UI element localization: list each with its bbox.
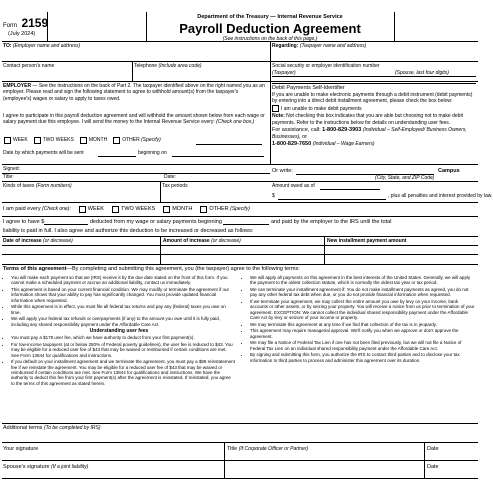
taxpayer-ssn-field[interactable] (272, 70, 296, 76)
spouse-signature-field[interactable] (3, 464, 88, 471)
divider (2, 61, 478, 62)
periods-label: Tax periods (162, 183, 188, 189)
phone-2-hint: (Individual – Wage Earners) (312, 140, 375, 147)
terms-heading-text: —By completing and submitting this agreement, you (the taxpayer) agree to the following terms: (66, 266, 300, 272)
divider (272, 83, 476, 84)
freq-other-hint: (Specify) (141, 137, 161, 144)
date-2-field[interactable] (427, 464, 439, 471)
divider (2, 216, 478, 217)
date-sent-label: Date by which payments will be sent (3, 150, 84, 156)
paid-week-label: WEEK (87, 206, 104, 213)
note-lead: Note: (272, 113, 285, 120)
or-write-label: Or write: (272, 168, 293, 174)
amount-owed-line[interactable] (278, 199, 386, 200)
freq-other-label: OTHER (122, 137, 140, 144)
regarding-hint: (Taxpayer name and address) (299, 43, 367, 49)
terms-left-column (3, 275, 235, 387)
telephone-field[interactable] (134, 63, 202, 69)
phone-2[interactable]: 1-800-829-7650 (272, 140, 312, 147)
employer-frequency (4, 137, 161, 144)
debit-section (272, 83, 476, 148)
form-number: 2159 (21, 16, 49, 30)
spouse-label: Spouse's signature (3, 464, 50, 470)
date-increase-header (3, 238, 159, 244)
penalties-text: , plus all penalties and interest provided by law. (388, 193, 493, 199)
form-word: Form (3, 23, 17, 29)
list-item: • By signing and submitting this form, you authorize the IRS to contact third parties and to disclose your tax information to third parties to process and administer this agreement over its duration. (250, 352, 476, 363)
divider (2, 478, 478, 479)
header-center (150, 14, 390, 42)
employer-lead: EMPLOYER (3, 83, 32, 89)
divider (2, 81, 478, 82)
page-title: Payroll Deduction Agreement (179, 20, 361, 36)
beginning-on-label: beginning on (138, 150, 167, 156)
regarding-field[interactable] (272, 43, 366, 49)
list-item: • We will apply your federal tax refunds or overpayments (if any) to the amount you owe until it is fully paid, including any shared responsibility payment under the Affordable Care Act. (11, 316, 235, 327)
additional-terms-field[interactable] (3, 425, 100, 432)
debit-note (272, 113, 476, 126)
date-sent-line[interactable] (98, 156, 136, 157)
spouse-ssn-field[interactable] (395, 70, 449, 76)
paid-hint: (Check one): (42, 206, 71, 213)
date-1-field[interactable] (427, 446, 439, 453)
divider (160, 181, 161, 202)
freq-week-checkbox[interactable] (4, 137, 11, 144)
additional-terms-label: Additional terms (3, 425, 43, 431)
divider (2, 236, 478, 237)
agree-text-3: and paid by the employer to the IRS until the total (270, 219, 392, 225)
telephone-label: Telephone (134, 63, 158, 69)
other-specify-line[interactable] (196, 144, 262, 145)
instructions-ref: (See instructions on the back of this page.) (222, 35, 318, 42)
debit-text: If you are unable to make electronic payments through a debit instrument (debit payments) by entering into a direct debit installment agreement, please check the box below: (272, 91, 473, 105)
divider (324, 236, 325, 264)
header-amount-hint: (or decrease) (211, 238, 241, 244)
list-item: • While this agreement is in effect, you must file all federal tax returns and pay any (federal) taxes you owe on time. (11, 304, 235, 315)
amount-owed-date-line[interactable] (320, 189, 380, 190)
divider (2, 41, 478, 42)
regarding-label: Regarding: (272, 43, 299, 49)
beginning-on-line[interactable] (172, 156, 264, 157)
paid-month-label: MONTH (172, 206, 193, 213)
kinds-hint: (Form numbers) (35, 183, 72, 189)
assistance-line (272, 127, 476, 148)
kinds-label: Kinds of taxes (3, 183, 35, 189)
taxpayer-hint: (Taxpayer) (272, 70, 296, 76)
form-id (3, 14, 63, 32)
list-item: • This agreement is based on your current financial condition. We may modify or terminate the agreement if our information shows that your ability to pay has significantly changed. You must provide updated financial information when requested. (11, 287, 235, 303)
deduction-start-line[interactable] (223, 219, 269, 225)
amount-increase-header (163, 238, 241, 244)
date-1-label: Date (427, 446, 439, 452)
paid-other-checkbox[interactable] (200, 206, 207, 213)
sig-title-label: Title (227, 446, 238, 452)
divider (394, 12, 395, 41)
list-item: • For low-income taxpayers (at or below 250% of Federal poverty guidelines), the user fee is reduced to $43. You may be eligible for a reduced user fee of $43 that may be waived or reimbursed if certain conditions are met. See Form 13844 for qualifications and instructions. (11, 342, 235, 358)
divider (2, 423, 478, 424)
employer-agreement (3, 113, 267, 126)
header-date-label: Date of increase (3, 238, 42, 244)
list-item: • If you default on your installment agreement and we terminate the agreement, you must pay a $89 reinstatement fee if we reinstate the agreement. You may be eligible for a reduced user fee of $43 that may be waived or reimbursed if certain conditions are met. See Form 13844 for qualifications and instructions. We have the authority to deduct this fee from your first payment(s) after the agreement is reinstated. If reinstated, you agree to the terms of this agreement as stated herein. (11, 359, 235, 386)
paid-two-weeks-label: TWO WEEKS (120, 206, 156, 213)
divider (270, 164, 478, 165)
deduction-amount-line[interactable] (44, 219, 88, 225)
paid-month-checkbox[interactable] (163, 206, 170, 213)
city-hint: (City, State, and ZIP Code) (375, 175, 435, 181)
list-item: • If we terminate your agreement, we may collect the entire amount you owe by levy on your income, bank accounts or other assets, or by seizing your property. You will receive a notice from us prior to termination of your agreement. EXCEPTION: We cannot collect the individual shared responsibility payment under the Affordable Care Act by levy or seizure of your income or property. (250, 299, 476, 321)
contact-name-field[interactable] (3, 63, 54, 69)
paid-other-label: OTHER (209, 206, 229, 213)
divider (146, 12, 147, 41)
date-2-label: Date (427, 464, 439, 470)
list-item: • We can terminate your installment agreement if: You do not make installment payments as agreed, you do not pay any other federal tax debt when due, or you do not provide financial information when requested. (250, 287, 476, 298)
divider (2, 202, 478, 203)
paid-week-checkbox[interactable] (79, 206, 86, 213)
additional-terms-hint: (To be completed by IRS) (43, 425, 101, 432)
ssn-label: Social security or employer identification number (272, 63, 380, 69)
divider (2, 264, 478, 265)
debit-title: Debit Payments Self-Identifier (272, 85, 345, 91)
agree-text-1: I agree to have $ (3, 219, 45, 225)
terms-right-column (242, 275, 476, 364)
to-field[interactable] (3, 43, 80, 49)
freq-month-label: MONTH (88, 137, 108, 144)
date-sent-field[interactable] (3, 150, 84, 156)
list-item: • You will make each payment so that we (IRS) receive it by the due date stated on the front of this form. If you cannot make a scheduled payment or accrue an additional liability, contact us immediately. (11, 275, 235, 286)
header-amount-label: Amount of increase (163, 238, 210, 244)
freq-two-weeks-checkbox[interactable] (34, 137, 41, 144)
new-installment-header: New installment payment amount (327, 238, 407, 244)
spouse-hint-text: (If a joint liability) (51, 464, 89, 471)
unable-debit-checkbox[interactable] (272, 105, 279, 112)
to-hint: (Employer name and address) (12, 43, 81, 49)
divider (47, 12, 48, 41)
freq-two-weeks-label: TWO WEEKS (42, 137, 74, 144)
paid-every-row (3, 206, 250, 213)
divider (2, 164, 270, 165)
telephone-hint: (Include area code) (158, 63, 202, 69)
note-text: Not checking this box indicates that you are able but choosing not to make debit payments. Refer to the instructions below for details on understanding user fees. (272, 113, 463, 126)
sig-title-hint: (If Corporate Officer or Partner) (238, 446, 309, 453)
divider (160, 236, 161, 264)
divider (2, 460, 478, 461)
divider (270, 41, 271, 164)
kinds-of-taxes-field[interactable] (3, 183, 72, 189)
agree-row (3, 219, 391, 226)
form-revision: (July 2024) (8, 31, 36, 37)
freq-month-checkbox[interactable] (80, 137, 87, 144)
divider (2, 442, 478, 443)
dollar-sign: $ (272, 193, 275, 199)
assist-lead: For assistance, call: (272, 126, 321, 133)
unable-debit-label: I am unable to make debit payments (281, 105, 362, 112)
your-signature-label: Your signature (3, 446, 39, 452)
list-item: • You must pay a $178 user fee, which we have authority to deduct from your first payment(s). (11, 335, 235, 340)
title-field[interactable] (227, 446, 308, 453)
phone-1[interactable]: 1-800-829-3903 (322, 126, 362, 133)
campus-label: Campus (438, 168, 460, 174)
list-item: • We may terminate this agreement at any time if we find that collection of the tax is in jeopardy. (250, 322, 476, 327)
to-label: TO: (3, 43, 12, 49)
divider (270, 181, 478, 182)
terms-heading-lead: Terms of this agreement (3, 266, 67, 272)
freq-other-checkbox[interactable] (113, 137, 120, 144)
terms-heading (3, 266, 475, 273)
list-item: • We will apply all payments on this agreement in the best interests of the United States. Generally, we will apply the payment to the oldest collection statute, which is normally the oldest tax year or tax period. (250, 275, 476, 286)
divider (2, 245, 478, 246)
debit-checkbox-row (272, 105, 476, 112)
employer-text: — See the instructions on the back of Part 2. The taxpayer identified above on the right named you as an employer. Please read and sign the following statement to agree to withhold amount(s) from the taxpayer's (employee's) wages or salary to apply to taxes owed. (3, 83, 265, 102)
signed-label: Signed: (3, 166, 20, 172)
contact-label: Contact person's name (3, 63, 55, 69)
agree-line-2: liability is paid in full. I also agree and authorize this deduction to be increased or decreased as follows: (3, 228, 254, 234)
list-item: • This agreement may require managerial approval. We'll notify you when we approve or don't approve the agreement. (250, 328, 476, 339)
employer-instructions (3, 83, 267, 102)
or-word: or (302, 133, 308, 140)
employer-agree-hint: (Check one box.) (216, 119, 255, 126)
tax-periods-field[interactable] (162, 183, 188, 189)
spouse-hint: (Spouse, last four digits) (395, 70, 449, 76)
paid-other-hint: (Specify) (230, 206, 250, 213)
divider (132, 61, 133, 81)
amount-owed-value (272, 193, 275, 199)
paid-two-weeks-checkbox[interactable] (112, 206, 119, 213)
department: Department of the Treasury — Internal Revenue Service (197, 14, 343, 20)
freq-week-label: WEEK (13, 137, 28, 144)
user-fees-heading: Understanding user fees (89, 328, 149, 335)
agree-text-2: deducted from my wage or salary payments beginning (89, 219, 222, 225)
divider (2, 181, 270, 182)
paid-lead: I am paid every (3, 206, 41, 213)
employer-agree-text: I agree to participate in this payroll deduction agreement and will withhold the amount shown below from each wage or salary payment due this employee. I will send the money to the Internal Revenue Service every: (3, 113, 265, 126)
list-item: • We may file a Notice of Federal Tax Lien if one has not been filed previously, but we will not file a Notice of Federal Tax Lien on an individual shared responsibility payment under the Affordable Care Act. (250, 340, 476, 351)
title-label: Title: (3, 174, 14, 180)
signed-line[interactable] (2, 173, 270, 174)
amount-owed-label: Amount owed as of (272, 183, 315, 189)
date-label: Date: (164, 174, 176, 180)
your-signature-field[interactable] (3, 446, 38, 453)
table-row[interactable] (2, 254, 478, 255)
phone-1-hint: (Individual – Self-Employed/ Business Owners, Businesses), (272, 126, 467, 140)
header-date-hint: (or decrease) (43, 238, 73, 244)
